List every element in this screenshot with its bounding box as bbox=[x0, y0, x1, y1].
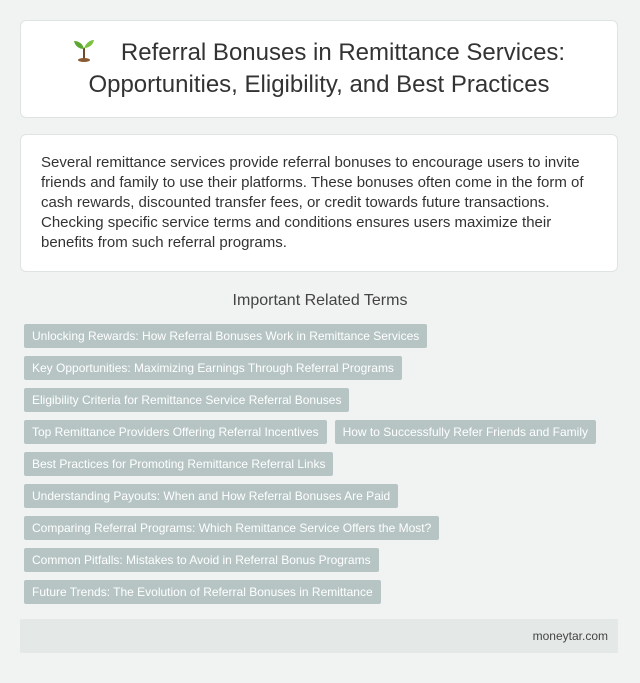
tag-row bbox=[24, 516, 620, 540]
tag-row bbox=[24, 388, 620, 412]
tag-row bbox=[24, 356, 620, 380]
related-term-tag[interactable]: How to Successfully Refer Friends and Family bbox=[335, 420, 596, 444]
intro-card bbox=[20, 134, 618, 272]
sprout-icon bbox=[73, 38, 95, 70]
related-term-tag[interactable]: Comparing Referral Programs: Which Remittance Service Offers the Most? bbox=[24, 516, 439, 540]
related-terms-heading: Important Related Terms bbox=[232, 292, 408, 309]
related-term-tag[interactable]: Future Trends: The Evolution of Referral Bonuses in Remittance bbox=[24, 580, 381, 604]
page-title-text: Referral Bonuses in Remittance Services: Opportunities, Eligibility, and Best Practices bbox=[88, 39, 566, 98]
footer bbox=[20, 619, 618, 653]
tag-row bbox=[24, 484, 620, 508]
page-title bbox=[21, 38, 617, 100]
related-term-tag[interactable]: Unlocking Rewards: How Referral Bonuses Work in Remittance Services bbox=[24, 324, 427, 348]
tag-row bbox=[24, 548, 620, 572]
tag-row bbox=[24, 420, 620, 444]
intro-paragraph: Several remittance services provide referral bonuses to encourage users to invite friends and family to use their platforms. These bonuses often come in the form of cash rewards, discounted transfer fees, or credit towards future transactions. Checking specific service terms and conditions ensures users maximize their benefits from such referral programs. bbox=[41, 154, 584, 251]
related-term-tag[interactable]: Common Pitfalls: Mistakes to Avoid in Referral Bonus Programs bbox=[24, 548, 379, 572]
related-terms-list bbox=[24, 324, 620, 612]
related-term-tag[interactable]: Understanding Payouts: When and How Referral Bonuses Are Paid bbox=[24, 484, 398, 508]
tag-row bbox=[24, 452, 620, 476]
related-term-tag[interactable]: Top Remittance Providers Offering Referral Incentives bbox=[24, 420, 327, 444]
related-term-tag[interactable]: Key Opportunities: Maximizing Earnings Through Referral Programs bbox=[24, 356, 402, 380]
footer-site-link[interactable]: moneytar.com bbox=[532, 629, 608, 643]
related-term-tag[interactable]: Eligibility Criteria for Remittance Service Referral Bonuses bbox=[24, 388, 349, 412]
title-card bbox=[20, 20, 618, 118]
related-term-tag[interactable]: Best Practices for Promoting Remittance Referral Links bbox=[24, 452, 333, 476]
tag-row bbox=[24, 580, 620, 604]
tag-row bbox=[24, 324, 620, 348]
